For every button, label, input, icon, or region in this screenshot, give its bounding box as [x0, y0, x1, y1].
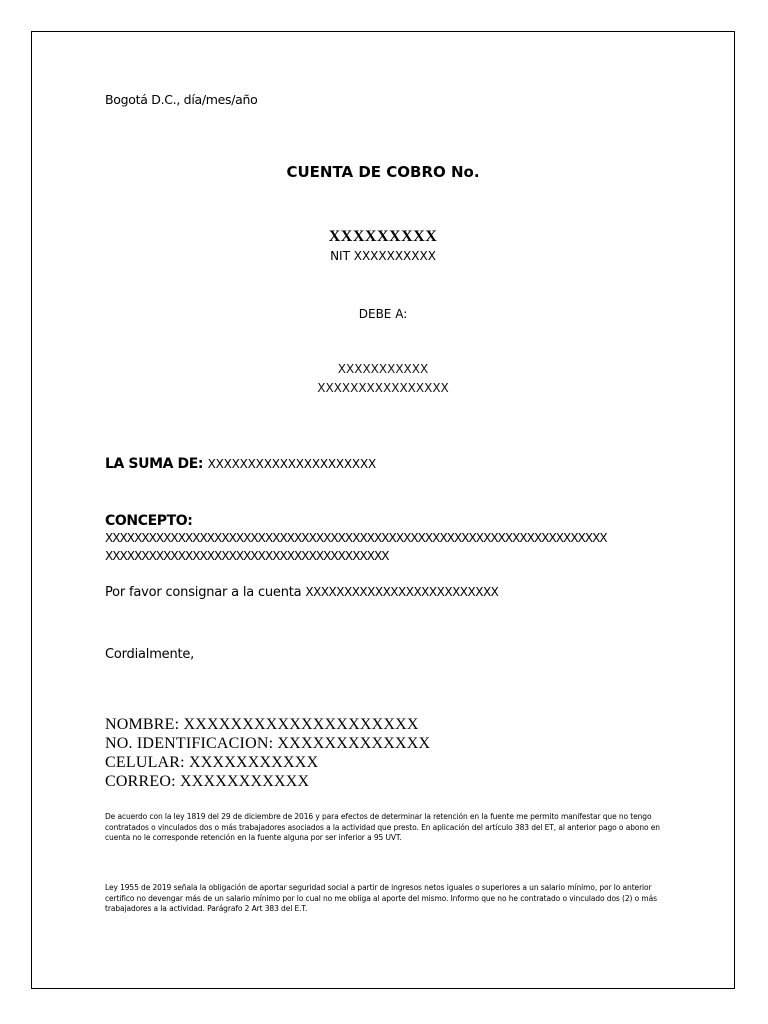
signature-nombre: NOMBRE: XXXXXXXXXXXXXXXXXXXX	[105, 716, 419, 733]
document-title: CUENTA DE COBRO No.	[286, 163, 480, 181]
debe-a-label: DEBE A:	[358, 307, 408, 321]
consignar-text: Por favor consignar a la cuenta	[105, 585, 306, 600]
legal-paragraph-1: De acuerdo con la ley 1819 del 29 de diciembre de 2016 y para efectos de determinar la retención en la fuente me permito manifestar que no tengo contratados o vinculados dos o más trabajadores asociados a la actividad que presto. En aplicación del artículo 383 del ET, al anterior pago o abono en cuenta no le corresponde retención en la fuente alguna por ser inferior a 95 UVT.	[105, 812, 660, 842]
debtor-name: XXXXXXXXX	[328, 228, 438, 245]
closing-text: Cordialmente,	[105, 647, 195, 662]
concepto-label: CONCEPTO:	[105, 513, 193, 529]
signature-celular: CELULAR: XXXXXXXXXXX	[105, 754, 319, 771]
document-page	[31, 31, 735, 989]
debtor-nit: NIT XXXXXXXXXX	[330, 249, 436, 263]
suma-row	[105, 456, 376, 472]
concepto-line-1: XXXXXXXXXXXXXXXXXXXXXXXXXXXXXXXXXXXXXXXXXXXXXXXXXXXXXXXXXXXXXXXXXXXXX	[105, 531, 607, 545]
consignar-account: XXXXXXXXXXXXXXXXXXXXXXXXX	[305, 585, 499, 599]
suma-value: XXXXXXXXXXXXXXXXXXXXX	[207, 457, 376, 471]
legal-paragraph-2: Ley 1955 de 2019 señala la obligación de aportar seguridad social a partir de ingresos netos iguales o superiores a un salario mínimo, por lo anterior certifico no devengar más de un salario mínimo por lo cual no me obliga al aporte del mismo. Informo que no he contratado o vinculado dos (2) o más trabajadores a la actividad. Parágrafo 2 Art 383 del E.T.	[105, 883, 657, 913]
suma-label: LA SUMA DE:	[105, 456, 204, 472]
consignar-row	[105, 585, 498, 600]
date-line: Bogotá D.C., día/mes/año	[105, 92, 258, 107]
concepto-line-2: XXXXXXXXXXXXXXXXXXXXXXXXXXXXXXXXXXXXXXX	[105, 549, 389, 563]
signature-identificacion: NO. IDENTIFICACION: XXXXXXXXXXXXX	[105, 735, 431, 752]
creditor-line-2: XXXXXXXXXXXXXXXX	[317, 381, 449, 395]
signature-correo: CORREO: XXXXXXXXXXX	[105, 773, 310, 790]
creditor-line-1: XXXXXXXXXXX	[337, 362, 429, 376]
